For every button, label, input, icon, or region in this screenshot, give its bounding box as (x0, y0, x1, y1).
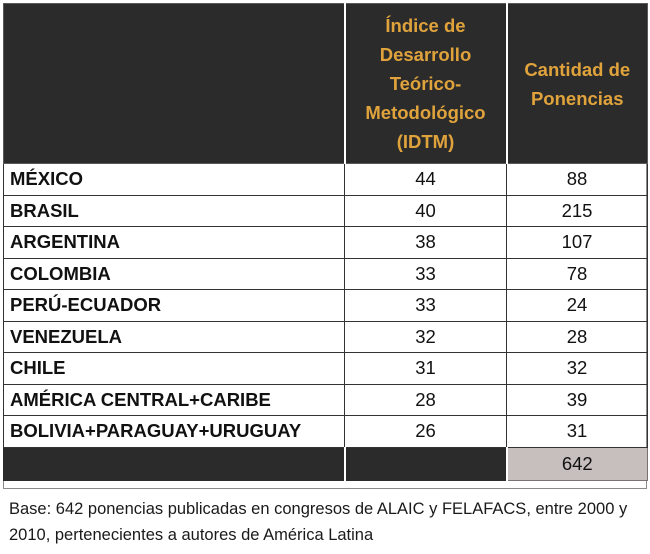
country-cell: BRASIL (4, 195, 345, 227)
ponencias-cell: 28 (507, 321, 648, 353)
header-country (4, 4, 345, 164)
idtm-cell: 28 (345, 384, 507, 416)
total-ponencias-cell: 642 (507, 447, 648, 480)
ponencias-cell: 32 (507, 353, 648, 385)
ponencias-cell: 107 (507, 227, 648, 259)
country-cell: CHILE (4, 353, 345, 385)
header-row (4, 4, 648, 164)
idtm-table (3, 3, 648, 481)
ponencias-cell: 88 (507, 164, 648, 196)
country-cell: BOLIVIA+PARAGUAY+URUGUAY (4, 416, 345, 448)
country-cell: VENEZUELA (4, 321, 345, 353)
idtm-cell: 40 (345, 195, 507, 227)
idtm-cell: 33 (345, 258, 507, 290)
header-ponencias-line: Ponencias (530, 87, 624, 109)
idtm-cell: 33 (345, 290, 507, 322)
country-cell: MÉXICO (4, 164, 345, 196)
idtm-cell: 32 (345, 321, 507, 353)
ponencias-cell: 31 (507, 416, 648, 448)
ponencias-cell: 39 (507, 384, 648, 416)
ponencias-cell: 215 (507, 195, 648, 227)
table-row (4, 321, 648, 353)
idtm-cell: 26 (345, 416, 507, 448)
footnote: Base: 642 ponencias publicadas en congresos de ALAIC y FELAFACS, entre 2000 y 2010, pertenecientes a autores de América Latina (9, 500, 628, 544)
total-row (4, 447, 648, 480)
header-idtm-line: (IDTM) (396, 131, 455, 152)
ponencias-cell: 78 (507, 258, 648, 290)
country-cell: ARGENTINA (4, 227, 345, 259)
country-cell: AMÉRICA CENTRAL+CARIBE (4, 384, 345, 416)
header-idtm-line: Desarrollo (379, 44, 472, 65)
table-row (4, 290, 648, 322)
table-row (4, 416, 648, 448)
header-ponencias-line: Cantidad de (524, 58, 631, 80)
idtm-cell: 31 (345, 353, 507, 385)
total-blank-cell (4, 447, 345, 480)
table-row (4, 164, 648, 196)
table-row (4, 384, 648, 416)
header-ponencias (507, 4, 648, 164)
table-row (4, 258, 648, 290)
ponencias-cell: 24 (507, 290, 648, 322)
country-cell: COLOMBIA (4, 258, 345, 290)
total-blank-cell (345, 447, 507, 480)
table-row (4, 227, 648, 259)
header-idtm-line: Teórico- (389, 73, 462, 94)
table-row (4, 195, 648, 227)
idtm-cell: 38 (345, 227, 507, 259)
header-idtm-line: Metodológico (365, 102, 486, 123)
idtm-cell: 44 (345, 164, 507, 196)
header-idtm (345, 4, 507, 164)
country-cell: PERÚ-ECUADOR (4, 290, 345, 322)
header-idtm-line: Índice de (385, 15, 466, 36)
table-row (4, 353, 648, 385)
